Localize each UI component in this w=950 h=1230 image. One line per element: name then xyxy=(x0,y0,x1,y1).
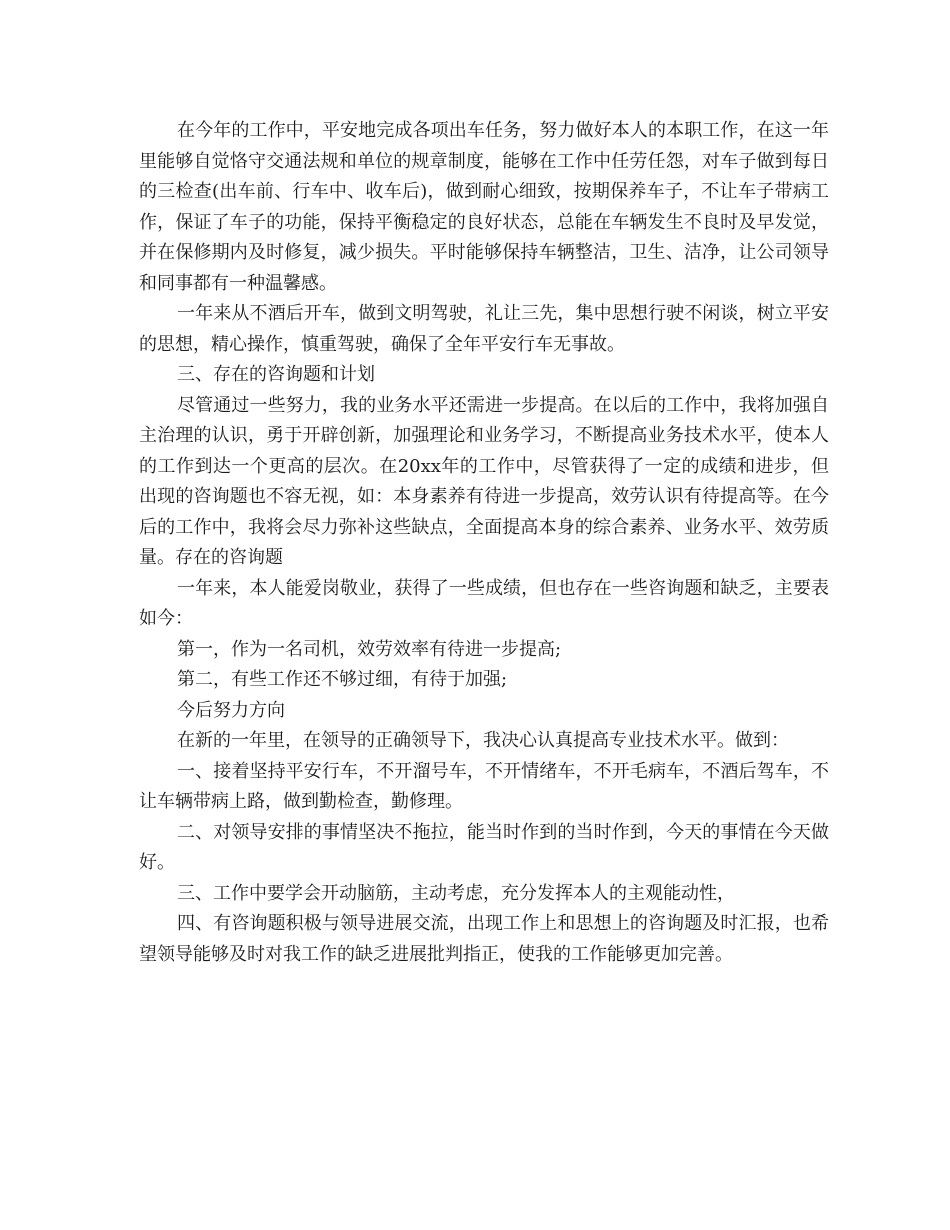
list-item: 三、工作中要学会开动脑筋，主动考虑，充分发挥本人的主观能动性， xyxy=(177,882,735,904)
document-body xyxy=(139,116,829,970)
list-item: 第二，有些工作还不够过细，有待于加强; xyxy=(177,669,508,690)
section-heading: 三、存在的咨询题和计划 xyxy=(177,364,375,385)
paragraph: 尽管通过一些努力，我的业务水平还需进一步提高。在以后的工作中，我将加强自主治理的认识，勇于开辟创新，加强理论和业务学习，不断提高业务技术水平，使本人的工作到达一个更高的层次。在20xx年的工作中，尽管获得了一定的成绩和进步，但出现的咨询题也不容无视，如：本身素养有待进一步提高，效劳认识有待提高等。在今后的工作中，我将会尽力弥补这些缺点，全面提高本身的综合素养、业务水平、效劳质量。存在的咨询题 xyxy=(139,394,829,568)
section-heading: 今后努力方向 xyxy=(177,699,285,721)
paragraph: 在今年的工作中，平安地完成各项出车任务，努力做好本人的本职工作，在这一年里能够自觉恪守交通法规和单位的规章制度，能够在工作中任劳任怨，对车子做到每日的三检查(出车前、行车中、收车后)，做到耐心细致，按期保养车子，不让车子带病工作，保证了车子的功能，保持平衡稳定的良好状态，总能在车辆发生不良时及早发觉，并在保修期内及时修复，减少损失。平时能够保持车辆整洁，卫生、洁净，让公司领导和同事都有一种温馨感。 xyxy=(139,120,829,294)
paragraph: 在新的一年里，在领导的正确领导下，我决心认真提高专业技术水平。做到： xyxy=(177,730,789,751)
list-item: 第一，作为一名司机，效劳效率有待进一步提高; xyxy=(177,638,562,660)
paragraph: 一年来，本人能爱岗敬业，获得了一些成绩，但也存在一些咨询题和缺乏，主要表如今： xyxy=(139,577,829,629)
list-item: 二、对领导安排的事情坚决不拖拉，能当时作到的当时作到，今天的事情在今天做好。 xyxy=(139,821,829,873)
list-item: 四、有咨询题积极与领导进展交流，出现工作上和思想上的咨询题及时汇报，也希望领导能够及时对我工作的缺乏进展批判指正，使我的工作能够更加完善。 xyxy=(139,913,829,965)
paragraph: 一年来从不酒后开车，做到文明驾驶，礼让三先，集中思想行驶不闲谈，树立平安的思想，精心操作，慎重驾驶，确保了全年平安行车无事故。 xyxy=(139,303,829,355)
list-item: 一、接着坚持平安行车，不开溜号车，不开情绪车，不开毛病车，不酒后驾车，不让车辆带病上路，做到勤检查，勤修理。 xyxy=(139,760,829,812)
